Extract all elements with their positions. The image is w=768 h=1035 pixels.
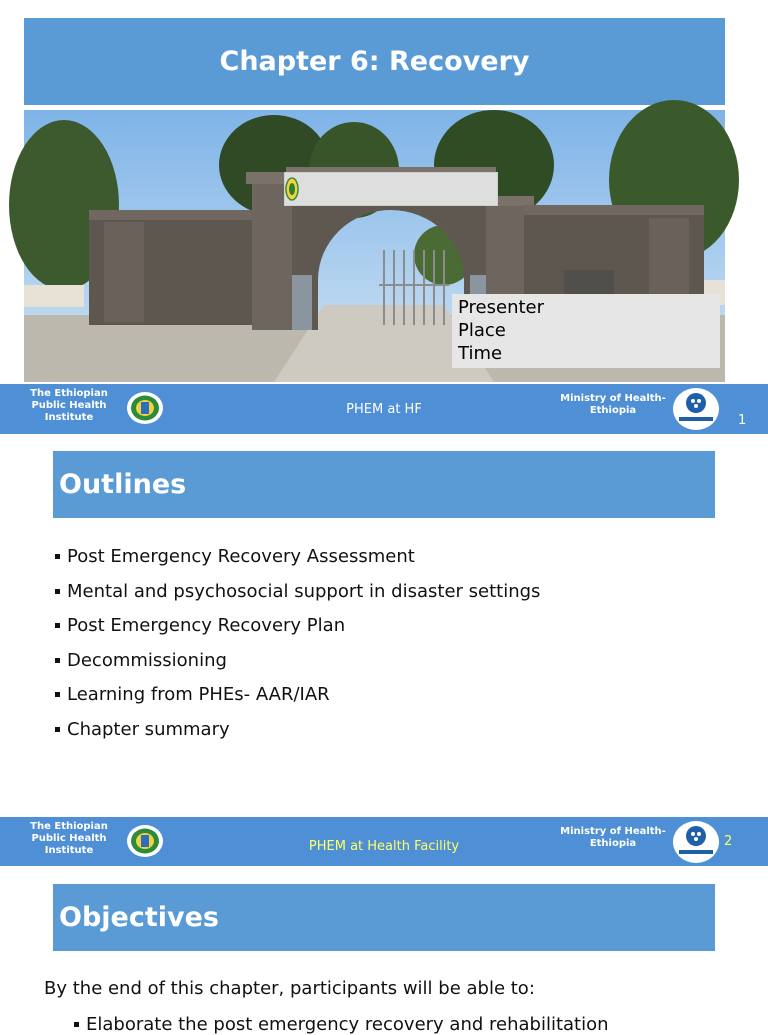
list-item <box>55 684 540 719</box>
bullet-square-icon <box>74 1022 79 1027</box>
objectives-lead-text: By the end of this chapter, participants will be able to: <box>44 978 535 999</box>
placeholder-logo-box <box>284 172 498 206</box>
list-item-text: Post Emergency Recovery Assessment <box>67 546 415 567</box>
list-item <box>55 581 540 616</box>
slide-3 <box>0 866 768 1035</box>
footer-center-text: PHEM at Health Facility <box>308 839 460 854</box>
bullet-square-icon <box>55 692 60 697</box>
bullet-square-icon <box>55 589 60 594</box>
section-title-bar <box>53 884 715 951</box>
bullet-square-icon <box>55 658 60 663</box>
outline-list <box>55 546 540 754</box>
section-title: Outlines <box>59 469 187 500</box>
ephi-small-emblem-icon <box>285 176 299 202</box>
slide-footer <box>0 817 768 867</box>
bullet-square-icon <box>55 623 60 628</box>
list-item <box>55 546 540 581</box>
slide-title <box>24 18 725 105</box>
list-item <box>55 615 540 650</box>
slide-2 <box>0 434 768 866</box>
time-label: Time <box>458 343 503 364</box>
list-item <box>55 719 540 754</box>
list-item-text: Post Emergency Recovery Plan <box>67 615 346 637</box>
list-item-text: Chapter summary <box>67 718 230 740</box>
moh-emblem-icon <box>673 821 719 863</box>
slide-number: 2 <box>724 834 733 849</box>
list-item-text: Learning from PHEs- AAR/IAR <box>67 684 330 706</box>
list-item-text: Elaborate the post emergency recovery and rehabilitation <box>86 1014 609 1035</box>
section-title: Objectives <box>59 902 219 933</box>
bullet-square-icon <box>55 727 60 732</box>
footer-org-name: The Ethiopian Public Health Institute <box>30 388 108 423</box>
list-item-text: Mental and psychosocial support in disaster settings <box>67 580 541 602</box>
presenter-label: Presenter <box>458 297 545 318</box>
list-item <box>55 650 540 685</box>
footer-ministry-name: Ministry of Health-Ethiopia <box>560 826 666 849</box>
place-label: Place <box>458 320 506 341</box>
list-item-text: Decommissioning <box>67 649 227 671</box>
footer-org-name: The Ethiopian Public Health Institute <box>30 821 108 856</box>
slide-number: 1 <box>738 413 747 428</box>
bullet-square-icon <box>55 554 60 559</box>
footer-ministry-name: Ministry of Health-Ethiopia <box>560 393 666 416</box>
slide-1 <box>0 0 768 434</box>
footer-center-text: PHEM at HF <box>346 402 422 417</box>
slide-title-text: Chapter 6: Recovery <box>219 46 530 77</box>
section-title-bar <box>53 451 715 518</box>
presenter-box <box>452 294 720 368</box>
moh-emblem-icon <box>673 388 719 430</box>
list-item <box>74 1014 609 1035</box>
slide-footer <box>0 384 768 434</box>
